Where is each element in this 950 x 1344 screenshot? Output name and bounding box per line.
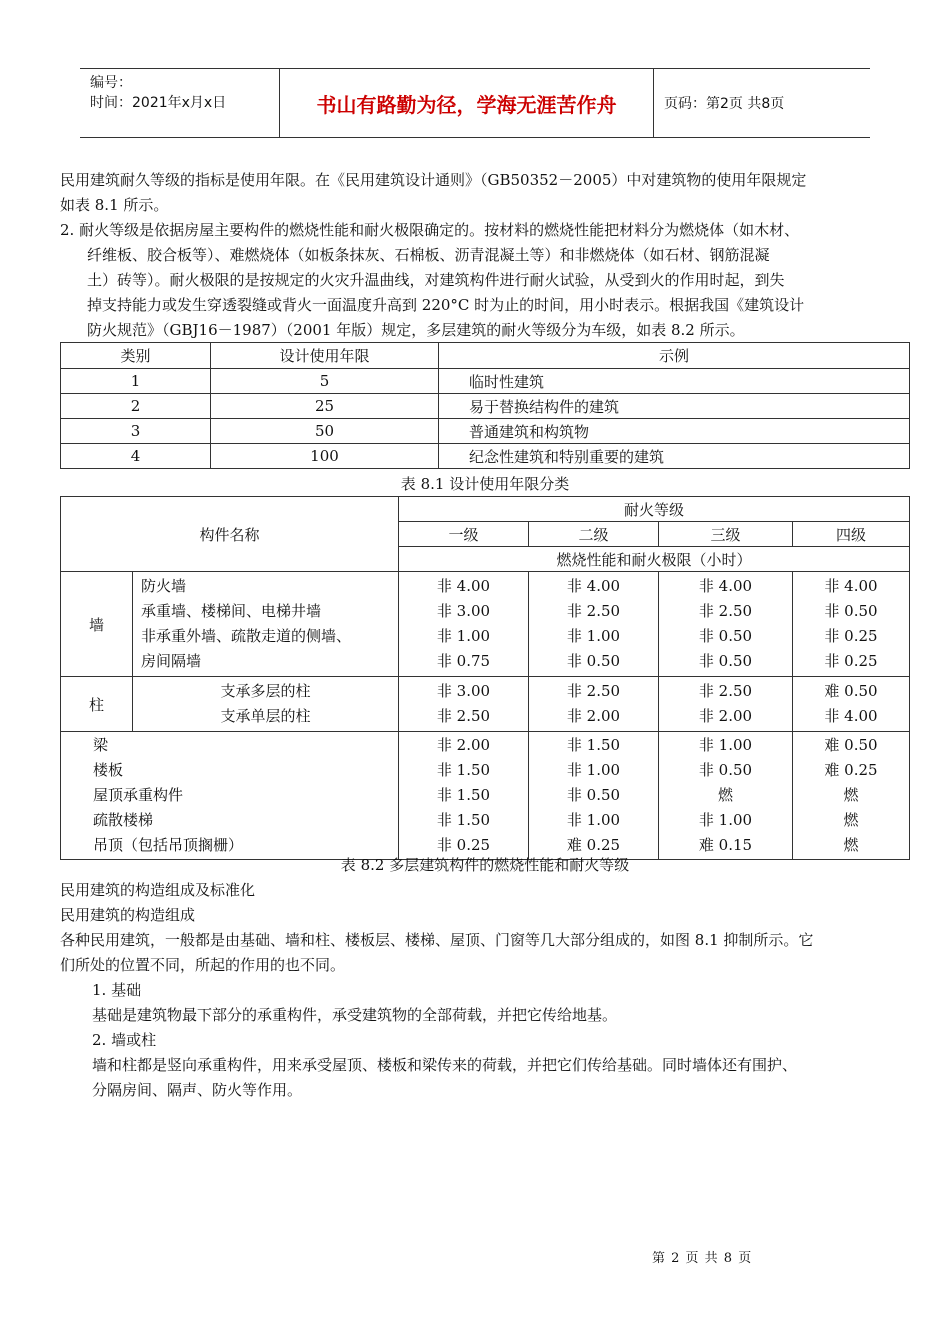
fire-rating-header: 耐火等级 — [399, 497, 910, 522]
table-header: 类别 — [61, 343, 211, 369]
value: 燃 — [843, 836, 859, 854]
item-label: 疏散楼梯 — [93, 811, 154, 829]
value: 燃 — [843, 786, 859, 804]
subsection-title: 1. 基础 — [92, 981, 142, 999]
text-line: 民用建筑耐久等级的指标是使用年限。在《民用建筑设计通则》（GB50352－2005）中对建筑物的使用年限规定 — [60, 171, 807, 189]
value-cell — [399, 572, 529, 677]
value: 非 2.00 — [436, 736, 491, 754]
table-row — [61, 572, 910, 677]
page-label: 页码：第2页 共8页 — [664, 96, 785, 112]
value: 难 0.25 — [824, 761, 878, 779]
value: 非 2.00 — [698, 707, 753, 725]
level-header: 一级 — [399, 522, 529, 547]
table-cell: 易于替换结构件的建筑 — [439, 394, 910, 419]
item-label: 梁 — [93, 736, 109, 754]
value: 燃 — [843, 811, 859, 829]
text-line: 2. 耐火等级是依据房屋主要构件的燃烧性能和耐火极限确定的。按材料的燃烧性能把材料分为燃烧体（如木材、 — [60, 221, 800, 239]
table-header: 设计使用年限 — [211, 343, 439, 369]
page-header — [80, 68, 870, 138]
value: 非 2.00 — [566, 707, 621, 725]
value: 非 1.50 — [436, 786, 491, 804]
table-row — [61, 677, 910, 732]
intro-paragraph — [60, 168, 910, 343]
value: 难 0.50 — [824, 682, 878, 700]
table-service-life — [60, 342, 910, 469]
value: 燃 — [717, 786, 733, 804]
section-heading: 民用建筑的构造组成及标准化 — [60, 881, 256, 899]
value: 非 0.25 — [436, 836, 491, 854]
item-list — [61, 732, 399, 860]
value: 难 0.25 — [566, 836, 621, 854]
value: 非 4.00 — [824, 707, 878, 725]
value-cell — [399, 732, 529, 860]
value-cell — [659, 677, 793, 732]
value: 非 0.50 — [698, 652, 753, 670]
value: 非 0.50 — [698, 627, 753, 645]
level-header: 二级 — [529, 522, 659, 547]
text-line: 墙和柱都是竖向承重构件，用来承受屋顶、楼板和梁传来的荷载，并把它们传给基础。同时墙体还有围护、 — [92, 1056, 798, 1074]
value: 非 0.50 — [566, 652, 621, 670]
value: 非 1.50 — [436, 761, 491, 779]
motto: 书山有路勤为径，学海无涯苦作舟 — [280, 69, 654, 137]
text-line: 们所处的位置不同，所起的作用的也不同。 — [60, 956, 346, 974]
table-fire-rating — [60, 496, 910, 860]
value: 非 2.50 — [698, 602, 753, 620]
table-cell: 4 — [61, 444, 211, 469]
body-section — [60, 878, 910, 1103]
item-label: 吊顶（包括吊顶搁栅） — [93, 836, 244, 854]
table-cell: 3 — [61, 419, 211, 444]
value-cell — [529, 572, 659, 677]
value: 非 1.00 — [698, 811, 753, 829]
value: 难 0.50 — [824, 736, 878, 754]
text-line: 土）砖等）。耐火极限的是按规定的火灾升温曲线，对建筑构件进行耐火试验，从受到火的作用时起，到失 — [87, 271, 785, 289]
table-cell: 1 — [61, 369, 211, 394]
value: 非 3.00 — [436, 602, 491, 620]
value: 非 1.50 — [436, 811, 491, 829]
value: 非 4.00 — [566, 577, 621, 595]
section-heading: 民用建筑的构造组成 — [60, 906, 196, 924]
table-row — [61, 394, 910, 419]
value: 非 1.00 — [566, 627, 621, 645]
header-meta — [80, 69, 280, 137]
text-line: 分隔房间、隔声、防火等作用。 — [92, 1081, 303, 1099]
item-label: 支承多层的柱 — [220, 682, 311, 700]
item-label: 防火墙 — [141, 577, 187, 595]
value: 非 0.75 — [436, 652, 491, 670]
value: 非 1.00 — [698, 736, 753, 754]
item-label: 楼板 — [93, 761, 124, 779]
value: 非 1.50 — [566, 736, 621, 754]
value-cell — [399, 677, 529, 732]
page-footer: 第 2 页 共 8 页 — [652, 1251, 753, 1266]
text-line: 纤维板、胶合板等）、难燃烧体（如板条抹灰、石棉板、沥青混凝土等）和非燃烧体（如石材、钢筋混凝 — [87, 246, 770, 264]
group-label-wall: 墙 — [61, 572, 133, 677]
value-cell — [793, 732, 910, 860]
value-cell — [659, 572, 793, 677]
table-cell: 临时性建筑 — [439, 369, 910, 394]
value: 非 4.00 — [436, 577, 491, 595]
level-header: 三级 — [659, 522, 793, 547]
table-cell: 5 — [211, 369, 439, 394]
value: 难 0.15 — [698, 836, 753, 854]
item-list — [133, 572, 399, 677]
table-cell: 普通建筑和构筑物 — [439, 419, 910, 444]
table-header: 示例 — [439, 343, 910, 369]
table-row — [61, 369, 910, 394]
value: 非 3.00 — [436, 682, 491, 700]
table-cell: 100 — [211, 444, 439, 469]
table-caption: 表 8.2 多层建筑构件的燃烧性能和耐火等级 — [340, 856, 630, 874]
value: 非 4.00 — [824, 577, 878, 595]
text-line: 掉支持能力或发生穿透裂缝或背火一面温度升高到 220°C 时为止的时间，用小时表示。根据我国《建筑设计 — [87, 296, 805, 314]
item-label: 房间隔墙 — [141, 652, 202, 670]
value: 非 2.50 — [436, 707, 491, 725]
item-label: 支承单层的柱 — [220, 707, 311, 725]
value: 非 0.50 — [566, 786, 621, 804]
table-cell: 2 — [61, 394, 211, 419]
value: 非 2.50 — [566, 682, 621, 700]
number-label: 编号： — [90, 75, 132, 91]
group-label-column: 柱 — [61, 677, 133, 732]
value: 非 4.00 — [698, 577, 753, 595]
item-list — [133, 677, 399, 732]
value: 非 0.50 — [824, 602, 878, 620]
value: 非 1.00 — [566, 811, 621, 829]
text-line: 基础是建筑物最下部分的承重构件，承受建筑物的全部荷载，并把它传给地基。 — [92, 1006, 618, 1024]
subsection-title: 2. 墙或柱 — [92, 1031, 157, 1049]
table-cell: 50 — [211, 419, 439, 444]
item-label: 承重墙、楼梯间、电梯井墙 — [141, 602, 322, 620]
table-row — [61, 732, 910, 860]
value-cell — [793, 677, 910, 732]
table-caption: 表 8.1 设计使用年限分类 — [400, 475, 570, 493]
value: 非 1.00 — [566, 761, 621, 779]
value: 非 1.00 — [436, 627, 491, 645]
value: 非 2.50 — [698, 682, 753, 700]
value-cell — [529, 732, 659, 860]
component-header: 构件名称 — [61, 497, 399, 572]
value: 非 0.50 — [698, 761, 753, 779]
value: 非 0.25 — [824, 652, 878, 670]
sub-header: 燃烧性能和耐火极限（小时） — [399, 547, 910, 572]
table-cell: 25 — [211, 394, 439, 419]
value-cell — [529, 677, 659, 732]
item-label: 非承重外墙、疏散走道的侧墙、 — [141, 627, 352, 645]
value: 非 0.25 — [824, 627, 878, 645]
item-label: 屋顶承重构件 — [93, 786, 184, 804]
level-header: 四级 — [793, 522, 910, 547]
time-label: 时间：2021年x月x日 — [90, 95, 227, 111]
table-cell: 纪念性建筑和特别重要的建筑 — [439, 444, 910, 469]
value: 非 2.50 — [566, 602, 621, 620]
text-line: 防火规范》（GBJ16－1987）（2001 年版）规定，多层建筑的耐火等级分为车级，如表 8.2 所示。 — [87, 321, 745, 339]
value-cell — [659, 732, 793, 860]
table-row — [61, 444, 910, 469]
text-line: 各种民用建筑，一般都是由基础、墙和柱、楼板层、楼梯、屋顶、门窗等几大部分组成的，如图 8.1 抑制所示。它 — [60, 931, 814, 949]
table-row — [61, 419, 910, 444]
value-cell — [793, 572, 910, 677]
text-line: 如表 8.1 所示。 — [60, 196, 169, 214]
